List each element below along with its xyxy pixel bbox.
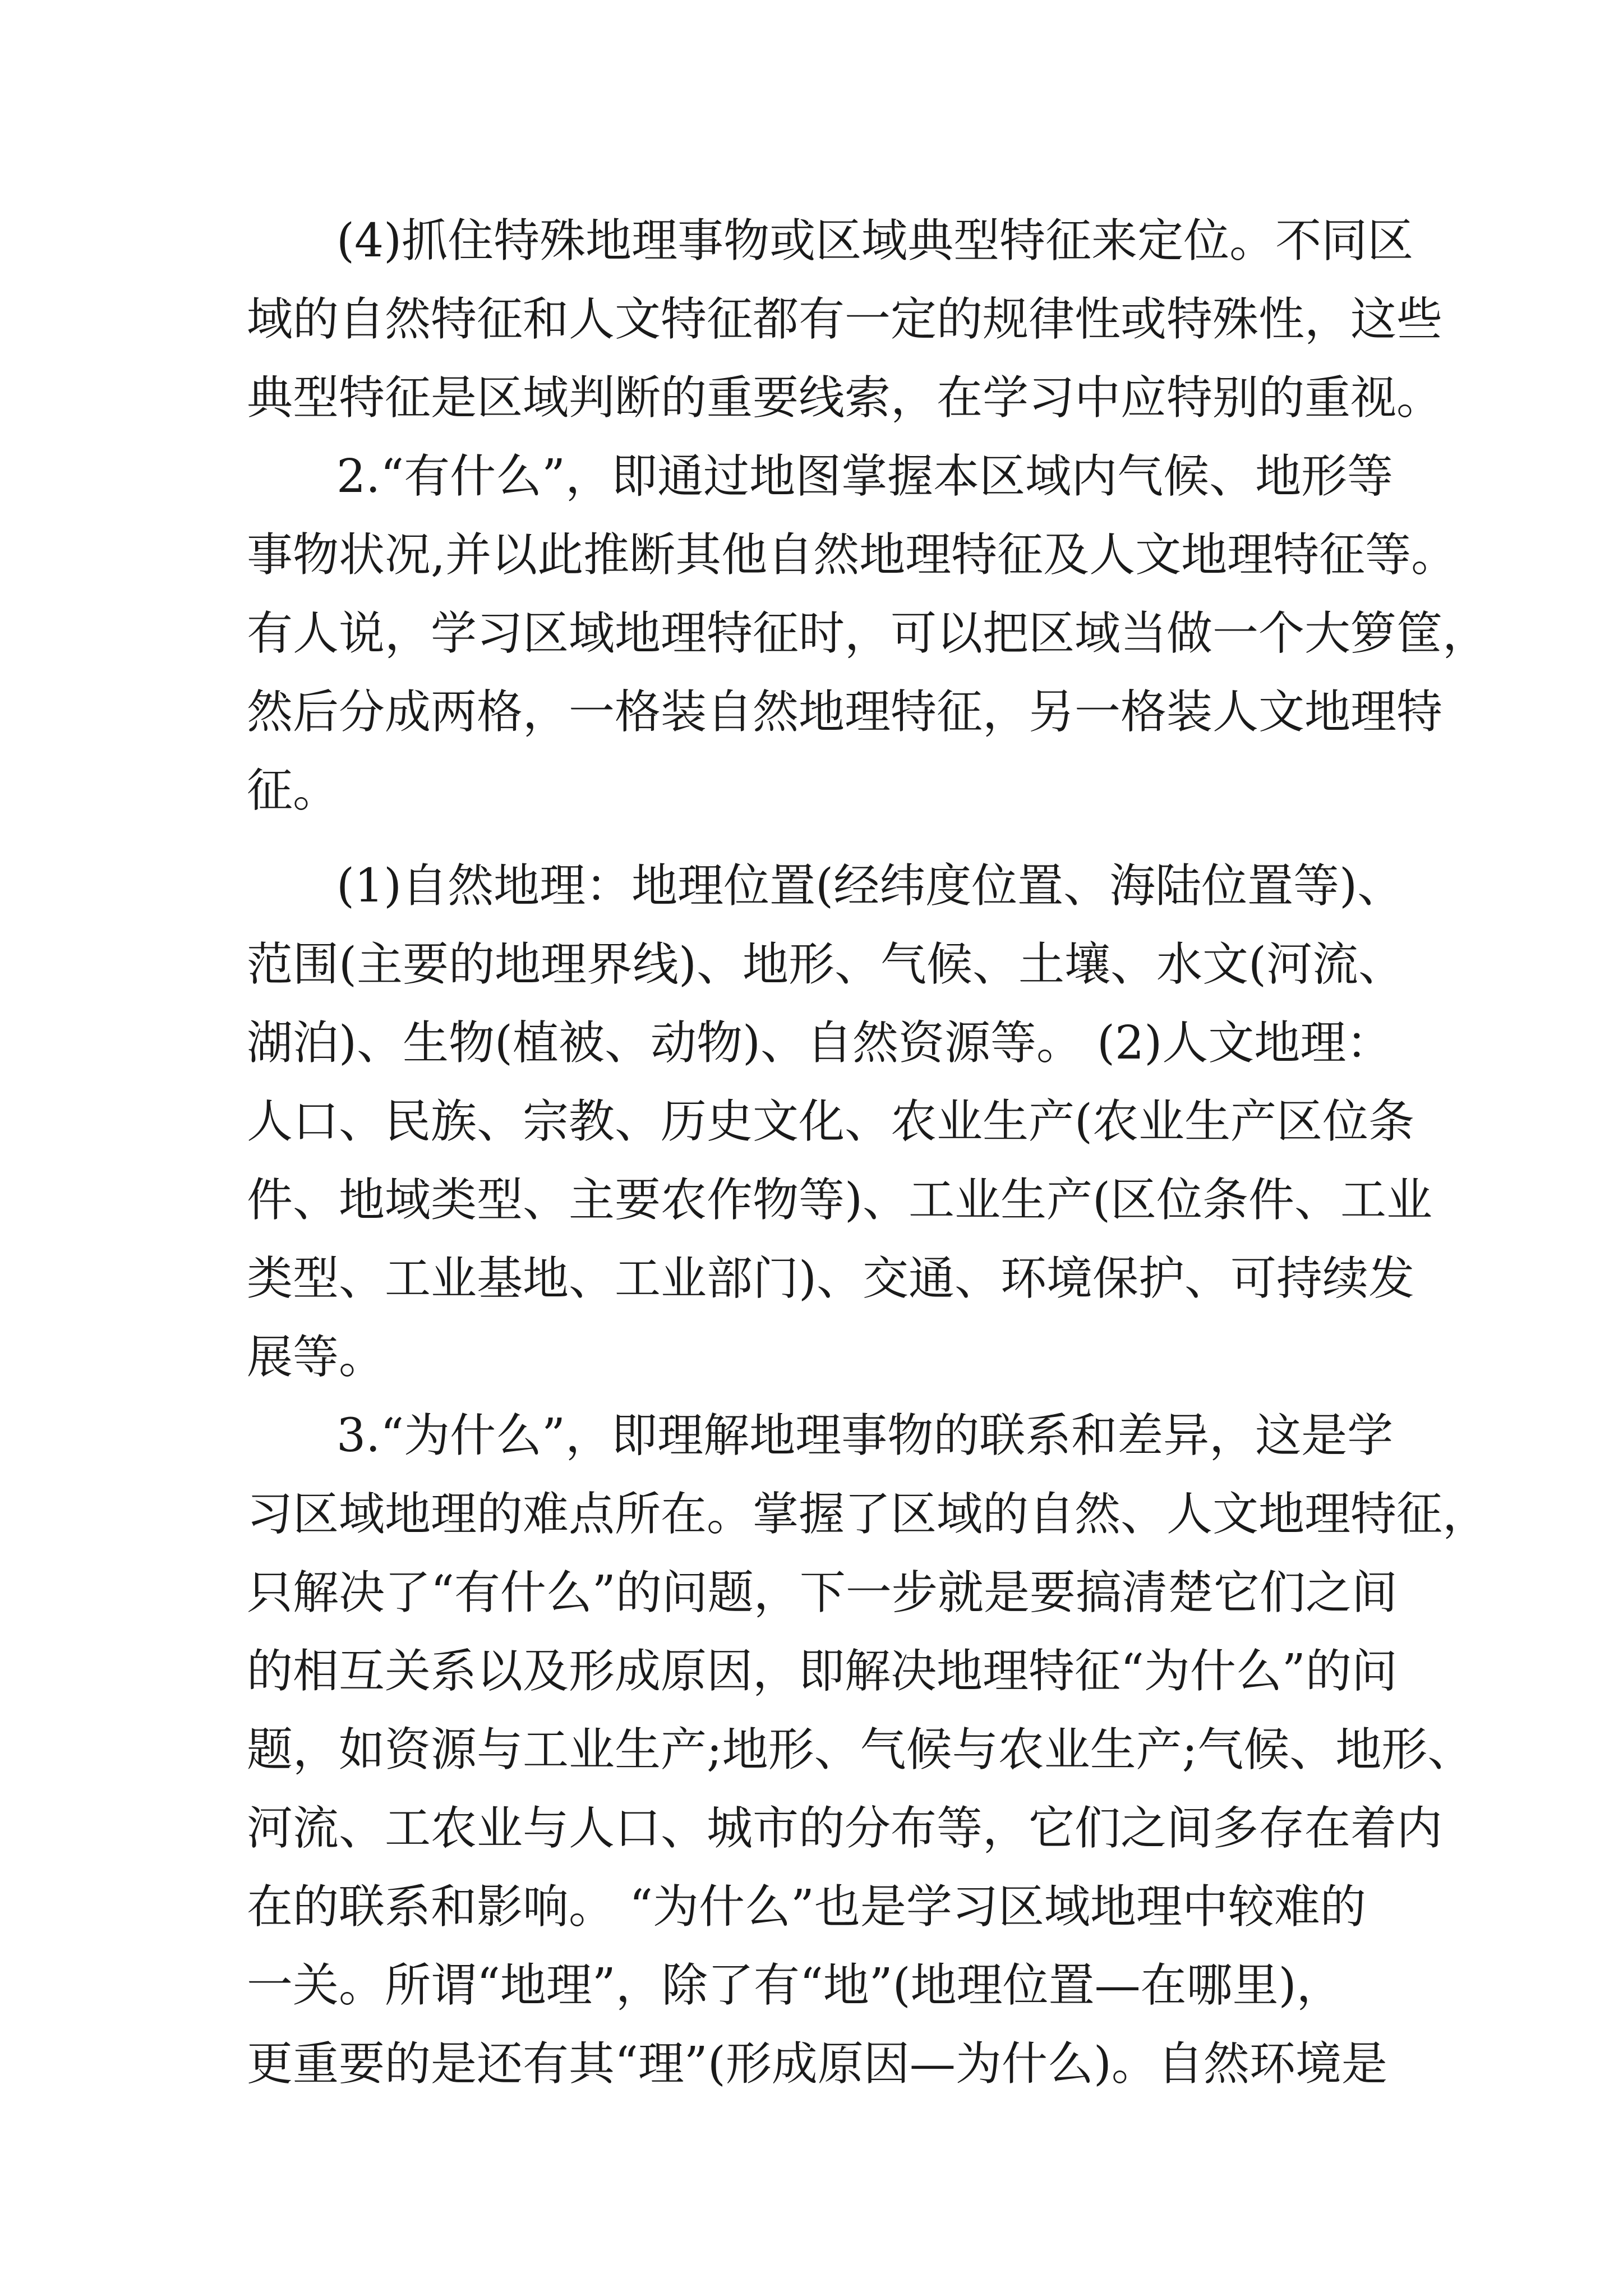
text-line: 题，如资源与工业生产;地形、气候与农业生产;气候、地形、 <box>247 1723 1474 1777</box>
text-line: 更重要的是还有其“理”(形成原因—为什么)。自然环境是 <box>247 2037 1387 2091</box>
text-line: 3.“为什么”，即理解地理事物的联系和差异，这是学 <box>336 1409 1394 1462</box>
text-line: 习区域地理的难点所在。掌握了区域的自然、人文地理特征， <box>247 1488 1489 1541</box>
text-line: 然后分成两格，一格装自然地理特征，另一格装人文地理特 <box>247 685 1443 739</box>
text-line: 事物状况,并以此推断其他自然地理特征及人文地理特征等。 <box>247 528 1458 582</box>
text-line: 件、地域类型、主要农作物等)、工业生产(区位条件、工业 <box>247 1174 1432 1227</box>
text-line: 域的自然特征和人文特征都有一定的规律性或特殊性，这些 <box>247 293 1443 346</box>
text-line: 人口、民族、宗教、历史文化、农业生产(农业生产区位条 <box>247 1095 1414 1148</box>
text-line: 河流、工农业与人口、城市的分布等，它们之间多存在着内 <box>247 1802 1443 1855</box>
text-line: (4)抓住特殊地理事物或区域典型特征来定位。不同区 <box>336 214 1414 268</box>
text-line: 的相互关系以及形成原因，即解决地理特征“为什么”的问 <box>247 1645 1398 1698</box>
text-line: 在的联系和影响。 “为什么”也是学习区域地理中较难的 <box>247 1880 1366 1934</box>
text-line: 范围(主要的地理界线)、地形、气候、土壤、水文(河流、 <box>247 938 1404 991</box>
text-line: 征。 <box>247 764 339 817</box>
text-line: 湖泊)、生物(植被、动物)、自然资源等。 (2)人文地理： <box>247 1016 1393 1070</box>
text-line: 只解决了“有什么”的问题，下一步就是要搞清楚它们之间 <box>247 1566 1398 1619</box>
text-line: 一关。所谓“地理”，除了有“地”(地理位置—在哪里)， <box>247 1959 1343 2012</box>
text-line: (1)自然地理：地理位置(经纬度位置、海陆位置等)、 <box>336 859 1404 913</box>
text-line: 类型、工业基地、工业部门)、交通、环境保护、可持续发 <box>247 1252 1414 1305</box>
text-line: 有人说，学习区域地理特征时，可以把区域当做一个大箩筐， <box>247 607 1489 660</box>
text-line: 2.“有什么”，即通过地图掌握本区域内气候、地形等 <box>336 450 1394 503</box>
text-line: 展等。 <box>247 1331 385 1384</box>
text-line: 典型特征是区域判断的重要线索，在学习中应特别的重视。 <box>247 371 1443 425</box>
